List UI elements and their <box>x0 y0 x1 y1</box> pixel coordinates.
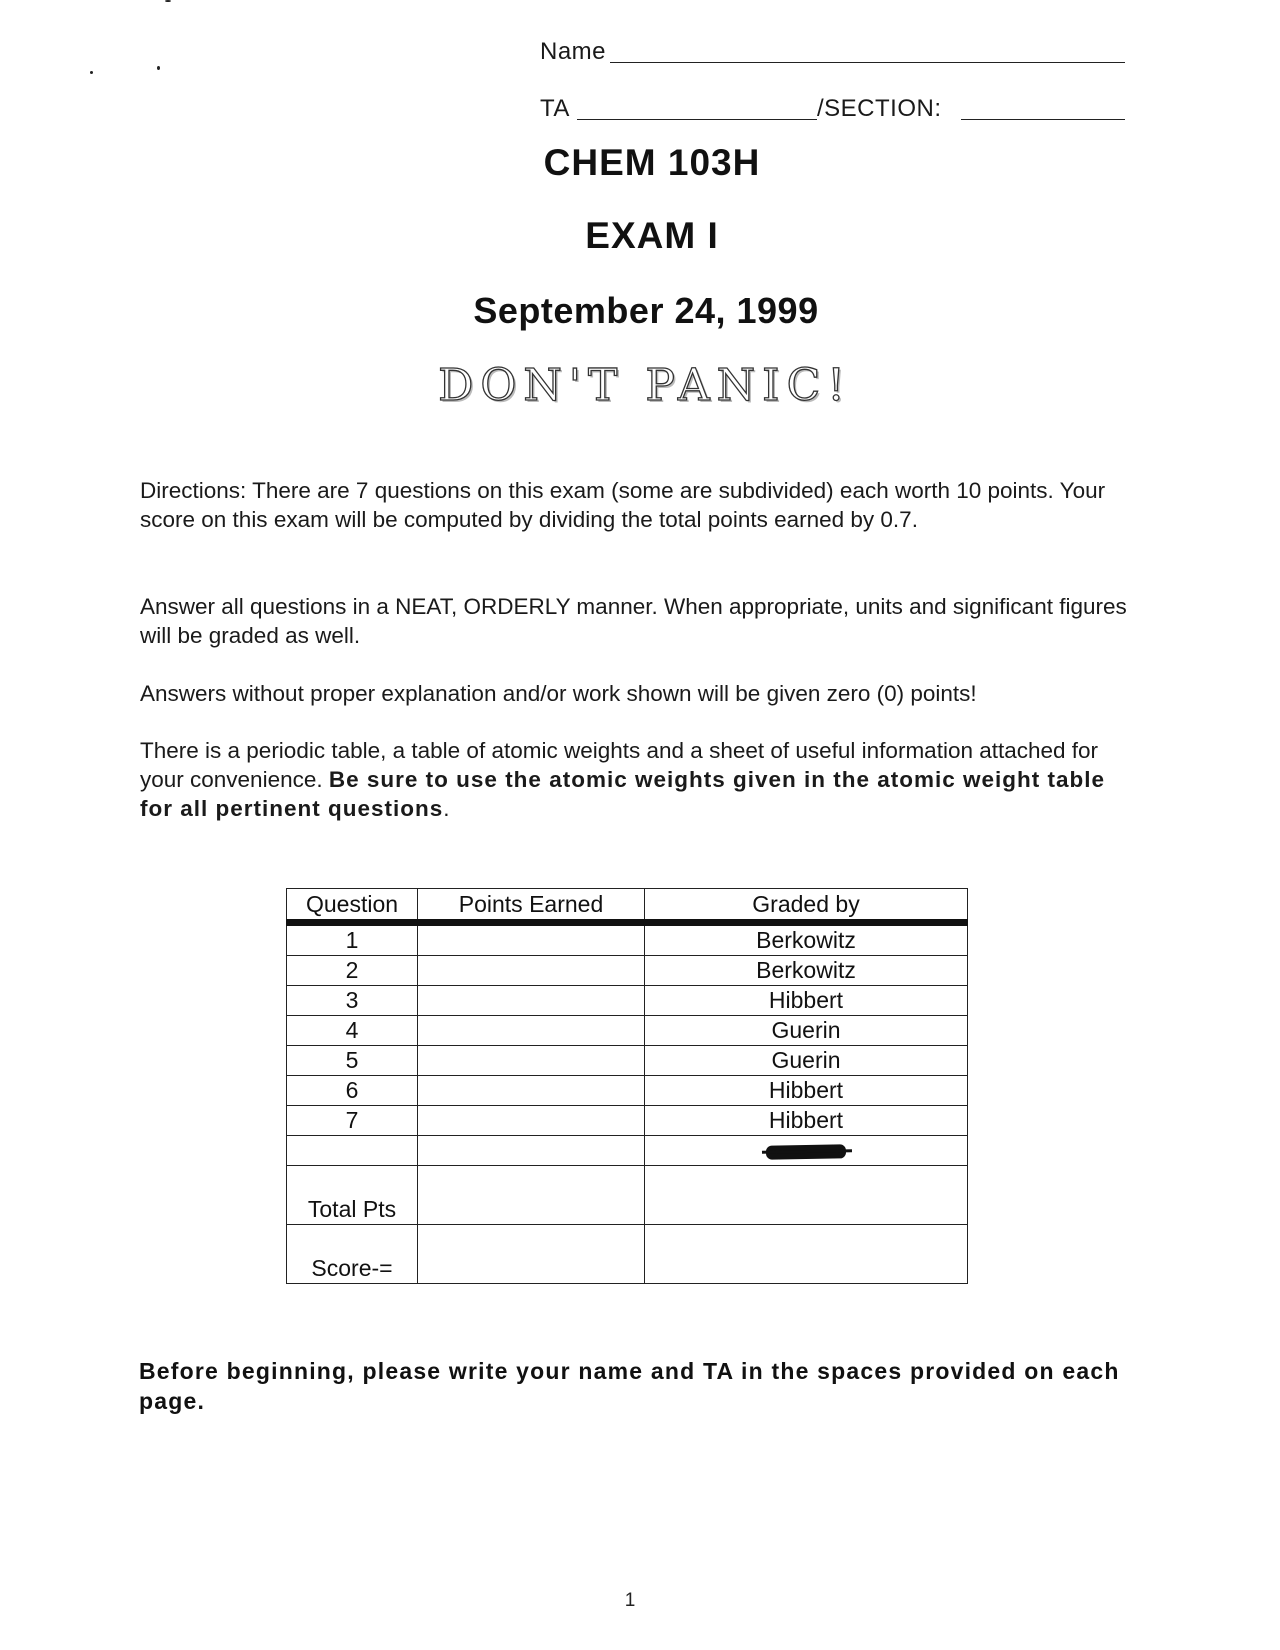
table-row <box>287 1106 968 1136</box>
table-row <box>287 956 968 986</box>
table-row <box>287 1076 968 1106</box>
table-row <box>287 1016 968 1046</box>
name-label: Name <box>540 38 607 65</box>
total-points-cell[interactable] <box>418 1166 645 1225</box>
score-row <box>287 1225 968 1284</box>
page-number: 1 <box>624 1590 636 1611</box>
question-number: 1 <box>287 923 418 956</box>
score-cell[interactable] <box>418 1225 645 1284</box>
table-row <box>287 1046 968 1076</box>
question-number <box>287 1136 418 1166</box>
grader-name: Berkowitz <box>645 956 968 986</box>
grader-name: Hibbert <box>645 1076 968 1106</box>
grader-name: Hibbert <box>645 1106 968 1136</box>
points-earned-cell[interactable] <box>418 1076 645 1106</box>
score-label: Score-= <box>287 1225 418 1284</box>
exam-date: September 24, 1999 <box>473 290 819 331</box>
table-row <box>287 986 968 1016</box>
total-points-label: Total Pts <box>287 1166 418 1225</box>
grader-name: Guerin <box>645 1016 968 1046</box>
scribble-mark <box>766 1144 846 1159</box>
points-earned-cell[interactable] <box>418 986 645 1016</box>
grader-name: Guerin <box>645 1046 968 1076</box>
exam-title: EXAM I <box>585 215 719 256</box>
question-number: 3 <box>287 986 418 1016</box>
struck-out-grader <box>645 1136 968 1166</box>
attachments-paragraph <box>140 736 1130 823</box>
points-earned-cell[interactable] <box>418 1106 645 1136</box>
footer-instruction: Before beginning, please write your name and TA in the spaces provided on each page. <box>139 1358 1120 1414</box>
ta-label: TA <box>540 95 570 122</box>
total-grader-cell <box>645 1166 968 1225</box>
neatness-paragraph: Answer all questions in a NEAT, ORDERLY manner. When appropriate, units and significant figures will be graded as well. <box>140 594 1127 648</box>
grading-table <box>286 888 968 1284</box>
struck-row <box>287 1136 968 1166</box>
points-earned-cell[interactable] <box>418 1046 645 1076</box>
directions-paragraph: Directions: There are 7 questions on this exam (some are subdivided) each worth 10 points. Your score on this exam will be computed by dividing the total points earned by 0.7. <box>140 478 1106 532</box>
question-number: 7 <box>287 1106 418 1136</box>
scan-speck <box>157 66 160 70</box>
scan-speck <box>165 0 171 2</box>
header-points-earned: Points Earned <box>418 889 645 923</box>
ta-field[interactable] <box>577 119 817 120</box>
question-number: 2 <box>287 956 418 986</box>
scan-speck <box>90 71 93 74</box>
points-earned-cell[interactable] <box>418 1136 645 1166</box>
score-grader-cell <box>645 1225 968 1284</box>
attachments-text: There is a periodic table, a table of atomic weights and a sheet of useful information attached for your convenience. <box>140 738 1099 792</box>
name-field[interactable] <box>610 62 1125 63</box>
section-label: /SECTION: <box>817 95 942 122</box>
question-number: 6 <box>287 1076 418 1106</box>
attachments-period: . <box>443 796 450 821</box>
atomic-weights-instruction: Be sure to use the atomic weights given in the atomic weight table for all pertinent questions <box>140 767 1106 821</box>
points-earned-cell[interactable] <box>418 923 645 956</box>
table-row <box>287 923 968 956</box>
course-title: CHEM 103H <box>543 142 761 183</box>
total-row <box>287 1166 968 1225</box>
grading-table-header <box>287 889 968 923</box>
question-number: 4 <box>287 1016 418 1046</box>
dont-panic-motto: DON'T PANIC! <box>438 360 852 411</box>
header-graded-by: Graded by <box>645 889 968 923</box>
points-earned-cell[interactable] <box>418 1016 645 1046</box>
grader-name: Hibbert <box>645 986 968 1016</box>
section-field[interactable] <box>961 119 1125 120</box>
grader-name: Berkowitz <box>645 923 968 956</box>
header-question: Question <box>287 889 418 923</box>
explanation-paragraph: Answers without proper explanation and/or work shown will be given zero (0) points! <box>140 681 977 706</box>
question-number: 5 <box>287 1046 418 1076</box>
points-earned-cell[interactable] <box>418 956 645 986</box>
